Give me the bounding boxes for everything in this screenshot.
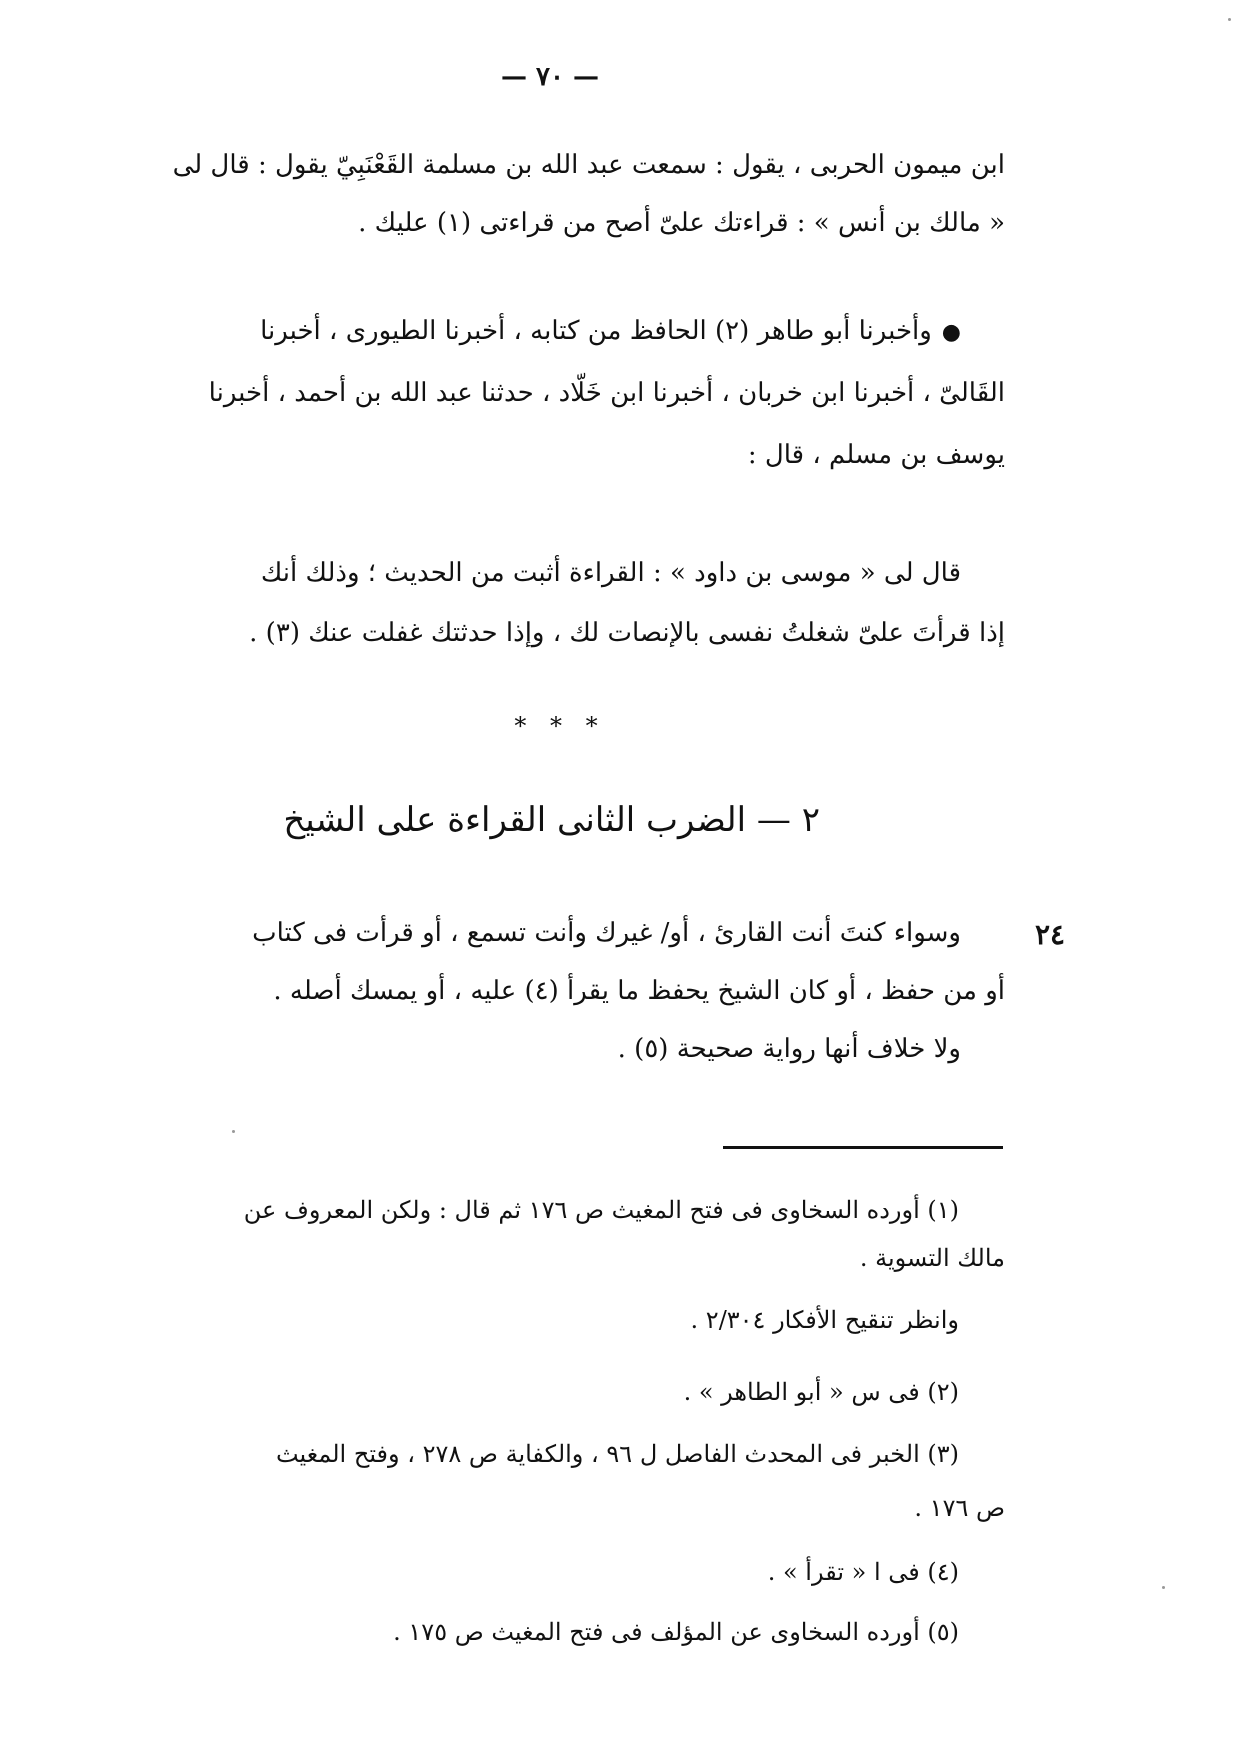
text-line: وسواء كنتَ أنت القارئ ، أو/ غيرك وأنت تسمع ، أو قرأت فى كتاب: [252, 918, 961, 948]
footnote-line: وانظر تنقيح الأفكار ٢/٣٠٤ .: [690, 1306, 959, 1334]
scan-speck: [1228, 18, 1231, 21]
text-line: [260, 318, 961, 344]
paragraph-1: [125, 152, 1005, 262]
footnote-line: (٥) أورده السخاوى عن المؤلف فى فتح المغيث ص ١٧٥ .: [393, 1618, 959, 1646]
section-separator-stars: * * *: [514, 712, 606, 740]
text-line: قال لى « موسى بن داود » : القراءة أثبت من الحديث ؛ وذلك أنك: [260, 558, 961, 588]
footnote-1: [125, 1196, 1005, 1356]
footnote-line: مالك التسوية .: [859, 1244, 1005, 1272]
scan-speck: [1162, 1586, 1165, 1589]
footnote-3: [125, 1440, 1005, 1540]
text-line: يوسف بن مسلم ، قال :: [747, 440, 1005, 470]
footnote-line: (٢) فى س « أبو الطاهر » .: [683, 1378, 959, 1406]
paragraph-4: [125, 920, 1005, 1100]
footnote-line: ص ١٧٦ .: [914, 1494, 1005, 1522]
text-line: أو من حفظ ، أو كان الشيخ يحفظ ما يقرأ (٤) عليه ، أو يمسك أصله .: [273, 976, 1005, 1006]
footnote-separator: [723, 1146, 1003, 1149]
footnote-5: [125, 1618, 1005, 1658]
footnote-4: [125, 1558, 1005, 1598]
scan-speck: [232, 1130, 235, 1133]
text-line-content: وأخبرنا أبو طاهر (٢) الحافظ من كتابه ، أخبرنا الطيورى ، أخبرنا: [260, 316, 932, 346]
text-line: القَالىّ ، أخبرنا ابن خربان ، أخبرنا ابن خَلّاد ، حدثنا عبد الله بن أحمد ، أخبرنا: [208, 378, 1005, 408]
footnote-2: [125, 1378, 1005, 1418]
text-line: « مالك بن أنس » : قراءتك علىّ أصح من قراءتى (١) عليك .: [358, 208, 1005, 238]
page-number: — ٧٠ —: [500, 62, 600, 92]
text-line: إذا قرأتَ علىّ شغلتُ نفسى بالإنصات لك ، وإذا حدثتك غفلت عنك (٣) .: [249, 618, 1005, 648]
text-line: ولا خلاف أنها رواية صحيحة (٥) .: [617, 1034, 961, 1064]
text-line: ابن ميمون الحربى ، يقول : سمعت عبد الله بن مسلمة القَعْنَبِيّ يقول : قال لى: [172, 150, 1005, 180]
paragraph-3: [125, 560, 1005, 670]
footnote-line: (١) أورده السخاوى فى فتح المغيث ص ١٧٦ ثم قال : ولكن المعروف عن: [243, 1196, 959, 1224]
footnote-line: (٤) فى ا « تقرأ » .: [767, 1558, 959, 1586]
margin-folio-number: ٢٤: [1034, 918, 1066, 951]
section-heading: ٢ — الضرب الثانى القراءة على الشيخ: [283, 800, 820, 840]
footnote-line: (٣) الخبر فى المحدث الفاصل ل ٩٦ ، والكفاية ص ٢٧٨ ، وفتح المغيث: [275, 1440, 959, 1468]
paragraph-bullet-icon: ●: [941, 320, 961, 345]
paragraph-2: [125, 318, 1005, 498]
